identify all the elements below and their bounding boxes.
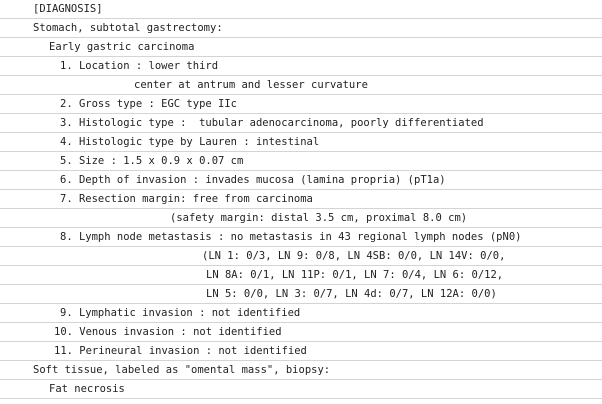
report-line — [0, 152, 602, 171]
item-resection-margin: 7. Resection margin: free from carcinoma — [60, 193, 313, 205]
diagnosis-text: Fat necrosis — [49, 383, 125, 395]
report-line — [0, 361, 602, 380]
report-line — [0, 171, 602, 190]
item-lymphatic-invasion: 9. Lymphatic invasion : not identified — [60, 307, 301, 319]
section-heading: [DIAGNOSIS] — [33, 3, 103, 15]
report-line — [0, 133, 602, 152]
item-lauren-type: 4. Histologic type by Lauren : intestinal — [60, 136, 320, 148]
report-line — [0, 209, 602, 228]
report-line — [0, 228, 602, 247]
lymph-node-detail: LN 8A: 0/1, LN 11P: 0/1, LN 7: 0/4, LN 6: 0/12, — [206, 269, 504, 281]
specimen-title: Soft tissue, labeled as "omental mass", biopsy: — [33, 364, 331, 376]
report-line — [0, 38, 602, 57]
item-location-detail: center at antrum and lesser curvature — [134, 79, 368, 91]
lymph-node-detail: LN 5: 0/0, LN 3: 0/7, LN 4d: 0/7, LN 12A: 0/0) — [206, 288, 497, 300]
report-line — [0, 190, 602, 209]
diagnosis-text: Early gastric carcinoma — [49, 41, 195, 53]
report-line — [0, 247, 602, 266]
report-line — [0, 380, 602, 399]
item-depth-of-invasion: 6. Depth of invasion : invades mucosa (lamina propria) (pT1a) — [60, 174, 446, 186]
report-line — [0, 266, 602, 285]
report-line — [0, 342, 602, 361]
item-gross-type: 2. Gross type : EGC type IIc — [60, 98, 238, 110]
report-line — [0, 76, 602, 95]
item-resection-margin-detail: (safety margin: distal 3.5 cm, proximal 8.0 cm) — [170, 212, 468, 224]
item-location: 1. Location : lower third — [60, 60, 219, 72]
item-histologic-type: 3. Histologic type : tubular adenocarcinoma, poorly differentiated — [60, 117, 484, 129]
report-line — [0, 57, 602, 76]
report-line — [0, 285, 602, 304]
report-line — [0, 304, 602, 323]
lymph-node-detail: (LN 1: 0/3, LN 9: 0/8, LN 4SB: 0/0, LN 14V: 0/0, — [202, 250, 506, 262]
report-line — [0, 0, 602, 19]
report-line — [0, 114, 602, 133]
report-line — [0, 19, 602, 38]
item-lymph-node-metastasis: 8. Lymph node metastasis : no metastasis in 43 regional lymph nodes (pN0) — [60, 231, 522, 243]
item-perineural-invasion: 11. Perineural invasion : not identified — [54, 345, 307, 357]
report-line — [0, 95, 602, 114]
specimen-title: Stomach, subtotal gastrectomy: — [33, 22, 223, 34]
report-line — [0, 323, 602, 342]
item-venous-invasion: 10. Venous invasion : not identified — [54, 326, 282, 338]
item-size: 5. Size : 1.5 x 0.9 x 0.07 cm — [60, 155, 244, 167]
